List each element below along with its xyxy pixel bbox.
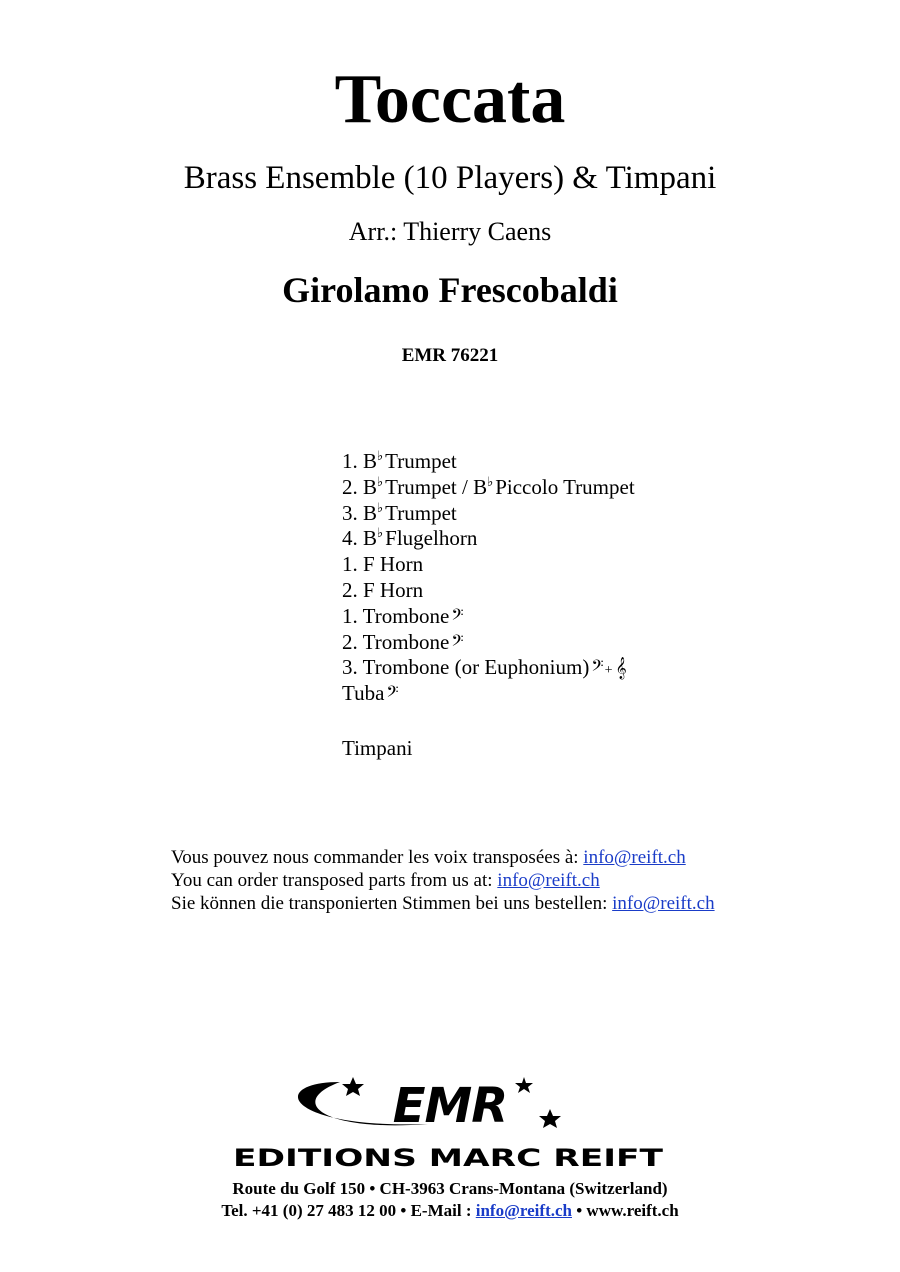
instrument-item: Tuba 𝄢 <box>342 681 399 706</box>
score-title: Toccata <box>334 61 566 138</box>
publisher-contact: Tel. +41 (0) 27 483 12 00 • E-Mail : info@reift.ch • www.reift.ch <box>221 1201 679 1220</box>
publisher-logo <box>228 1074 668 1174</box>
instrument-item: 3. Trombone (or Euphonium) 𝄢+ 𝄞 <box>342 655 627 680</box>
instrument-item: 1. F Horn <box>342 552 424 577</box>
logo-emr-text: EMR <box>392 1078 508 1134</box>
email-link[interactable]: info@reift.ch <box>583 847 686 868</box>
instrument-item: 2. B♭Trumpet / B♭Piccolo Trumpet <box>342 473 635 499</box>
instrument-item: 2. Trombone 𝄢 <box>342 629 464 654</box>
star-icon <box>515 1077 533 1093</box>
flat-sign: ♭ <box>377 448 384 463</box>
notice-line-french: Vous pouvez nous commander les voix transposées à: info@reift.ch <box>171 847 686 868</box>
email-link[interactable]: info@reift.ch <box>475 1201 572 1220</box>
star-icon <box>539 1109 561 1128</box>
instrument-item: 4. B♭Flugelhorn <box>342 525 478 551</box>
bass-clef-icon: 𝄢 <box>591 657 604 680</box>
flat-sign: ♭ <box>377 473 384 489</box>
bass-clef-icon: 𝄢 <box>451 631 464 654</box>
flat-sign: ♭ <box>377 525 384 541</box>
bass-clef-icon: 𝄢 <box>386 683 399 706</box>
publisher-address-block <box>0 1178 900 1222</box>
instrument-list <box>342 449 635 762</box>
publisher-name: EDITIONS MARC REIFT <box>233 1144 664 1172</box>
arranger-credit: Arr.: Thierry Caens <box>348 217 552 246</box>
treble-clef-icon: 𝄞 <box>615 657 627 680</box>
email-link[interactable]: info@reift.ch <box>612 893 715 914</box>
instrument-item-timpani: Timpani <box>342 735 413 760</box>
notice-line-german: Sie können die transponierten Stimmen bei uns bestellen: info@reift.ch <box>171 893 715 914</box>
ensemble-subtitle: Brass Ensemble (10 Players) & Timpani <box>183 160 717 196</box>
flat-sign: ♭ <box>377 499 384 515</box>
composer-name: Girolamo Frescobaldi <box>282 270 618 310</box>
bass-clef-icon: 𝄢 <box>451 605 464 628</box>
instrument-item: 3. B♭Trumpet <box>342 499 457 525</box>
publisher-address: Route du Golf 150 • CH-3963 Crans-Montana (Switzerland) <box>232 1179 668 1198</box>
instrument-item: 1. Trombone 𝄢 <box>342 603 464 628</box>
catalog-number: EMR 76221 <box>401 345 499 366</box>
flat-sign: ♭ <box>487 473 494 489</box>
instrument-item: 2. F Horn <box>342 577 424 602</box>
notice-line-english: You can order transposed parts from us at: info@reift.ch <box>171 870 600 891</box>
email-link[interactable]: info@reift.ch <box>497 870 600 891</box>
instrument-item: 1. B♭Trumpet <box>342 448 457 473</box>
star-icon <box>342 1077 364 1096</box>
transposed-parts-notice <box>171 846 715 915</box>
